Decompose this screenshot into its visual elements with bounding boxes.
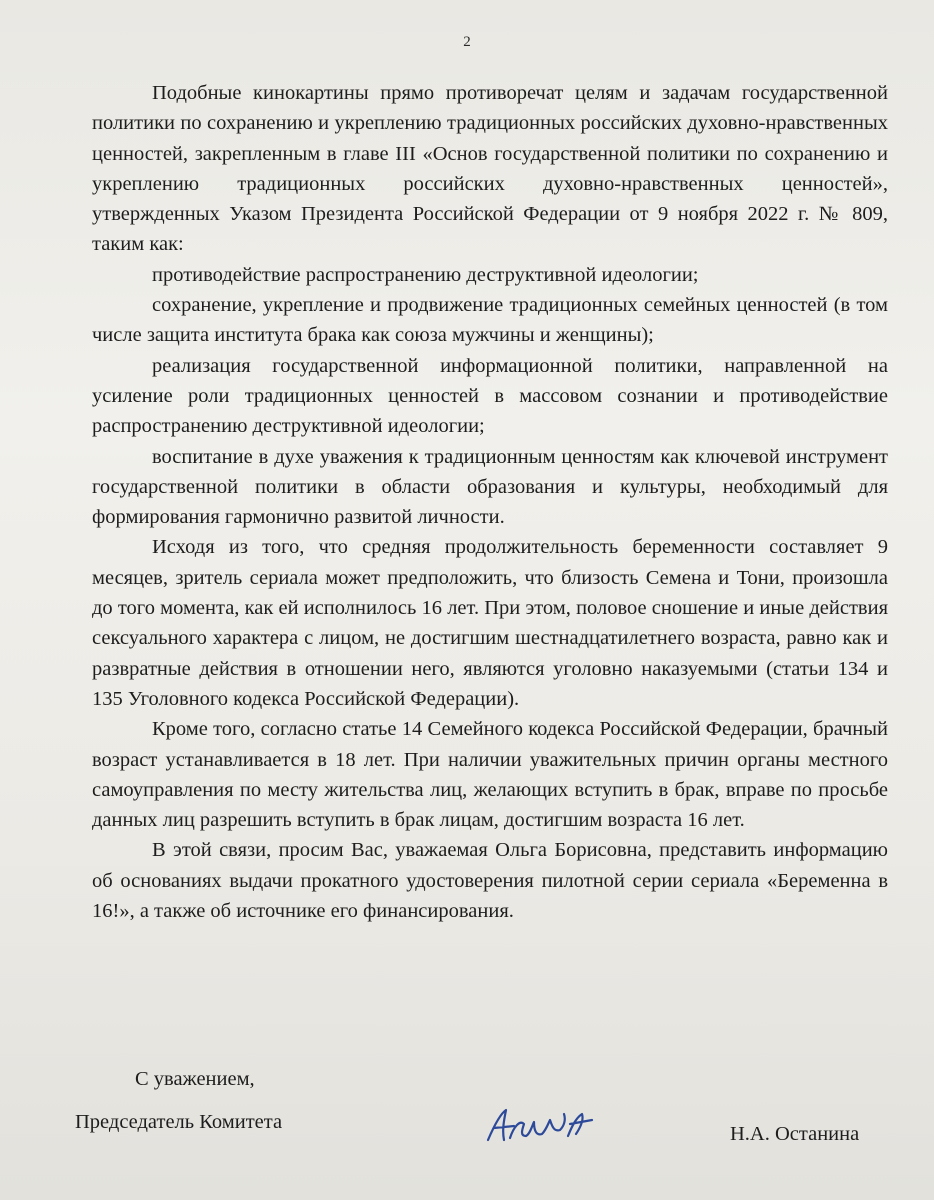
- signer-name: Н.А. Останина: [730, 1123, 860, 1145]
- closing-regards: С уважением,: [135, 1068, 255, 1090]
- paragraph-pregnancy: Исходя из того, что средняя продолжительность беременности составляет 9 месяцев, зритель сериала может предположить, что близость Семена и Тони, произошла до того момента, как ей исполнилось 16 лет. При этом, половое сношение и иные действия сексуального характера с лицом, не достигшим шестнадцатилетнего возраста, равно как и развратные действия в отношении него, являются уголовно наказуемыми (статьи 134 и 135 Уголовного кодекса Российской Федерации).: [92, 536, 888, 710]
- paragraph-family-code: Кроме того, согласно статье 14 Семейного кодекса Российской Федерации, брачный возраст устанавливается в 18 лет. При наличии уважительных причин органы местного самоуправления по месту жительства лиц, желающих вступить в брак, вправе по просьбе данных лиц разрешить вступить в брак лицам, достигшим возраста 16 лет.: [92, 718, 888, 832]
- signature-icon: [480, 1096, 600, 1156]
- page-number: 2: [463, 34, 471, 50]
- closing-block: [0, 1068, 934, 1148]
- list-item: воспитание в духе уважения к традиционным ценностям как ключевой инструмент государственной политики в области образования и культуры, необходимый для формирования гармонично развитой личности.: [92, 445, 888, 529]
- paragraph-intro: Подобные кинокартины прямо противоречат целям и задачам государственной политики по сохранению и укреплению традиционных российских духовно-нравственных ценностей, закрепленным в главе III «Основ государственной политики по сохранению и укреплению традиционных российских духовно-нравственных ценностей», утвержденных Указом Президента Российской Федерации от 9 ноября 2022 г. № 809, таким как:: [92, 82, 888, 256]
- paragraph-request: В этой связи, просим Вас, уважаемая Ольга Борисовна, представить информацию об основаниях выдачи прокатного удостоверения пилотной серии сериала «Беременна в 16!», а также об источнике его финансирования.: [92, 839, 888, 923]
- signer-position: Председатель Комитета: [75, 1111, 283, 1133]
- letter-body: [92, 78, 888, 926]
- list-item: противодействие распространению деструктивной идеологии;: [152, 263, 699, 286]
- list-item: реализация государственной информационной политики, направленной на усиление роли традиционных ценностей в массовом сознании и противодействие распространению деструктивной идеологии;: [92, 354, 888, 438]
- list-item: сохранение, укрепление и продвижение традиционных семейных ценностей (в том числе защита института брака как союза мужчины и женщины);: [92, 294, 888, 347]
